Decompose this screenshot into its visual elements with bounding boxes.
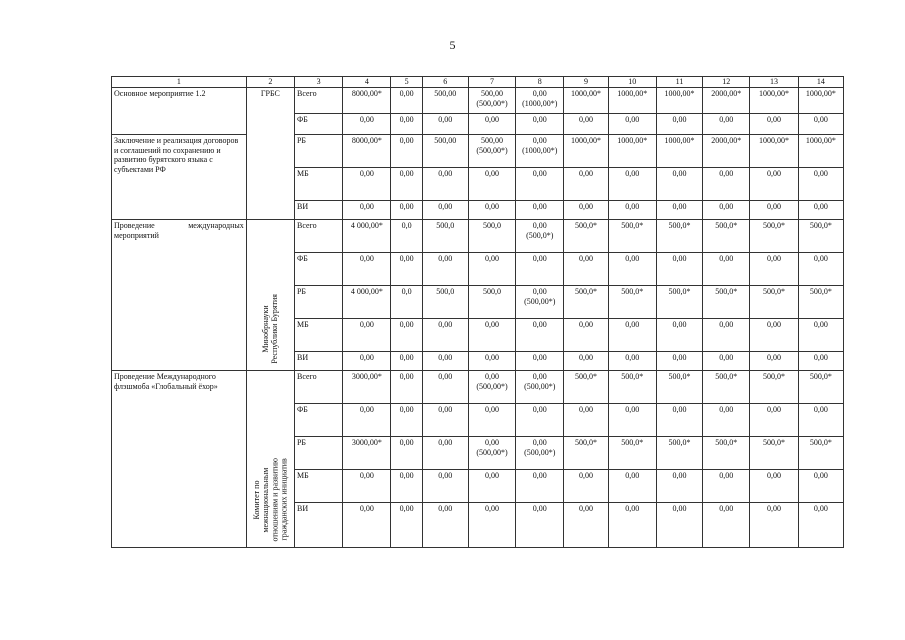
activity-title: Проведение Международного флэшмоба «Глобальный ёхор»	[112, 371, 247, 548]
value-cell: 0,00	[422, 253, 468, 286]
value-cell: 0,00	[656, 319, 702, 352]
value-cell: 500,0*	[798, 371, 843, 404]
value-cell: 0,00	[564, 253, 608, 286]
value-cell: 0,00 (500,00*)	[516, 286, 564, 319]
value-cell: 0,00	[516, 503, 564, 548]
header-cell: 7	[468, 77, 515, 88]
value-cell: 500,0*	[656, 220, 702, 253]
value-cell: 3000,00*	[343, 437, 391, 470]
value-cell: 0,00	[564, 319, 608, 352]
value-cell: 0,00	[703, 253, 750, 286]
funding-source: Всего	[294, 371, 342, 404]
value-cell: 500,0*	[608, 220, 656, 253]
value-cell: 0,00	[656, 114, 702, 135]
value-cell: 0,00	[343, 470, 391, 503]
value-cell: 500,0	[468, 220, 515, 253]
value-cell: 0,00	[750, 168, 798, 201]
value-cell: 0,00	[391, 470, 422, 503]
value-cell: 0,00	[608, 201, 656, 220]
grbs-cell	[246, 220, 294, 371]
value-cell: 0,00	[750, 253, 798, 286]
value-cell: 0,00	[391, 114, 422, 135]
value-cell: 0,00	[343, 201, 391, 220]
value-cell: 0,00	[391, 253, 422, 286]
value-cell: 0,00	[516, 352, 564, 371]
header-cell: 6	[422, 77, 468, 88]
value-cell: 0,00	[656, 253, 702, 286]
value-cell: 0,00	[468, 168, 515, 201]
header-cell: 11	[656, 77, 702, 88]
value-cell: 0,00	[798, 253, 843, 286]
value-cell: 0,00	[422, 114, 468, 135]
value-cell: 0,00	[564, 503, 608, 548]
value-cell: 500,0*	[750, 286, 798, 319]
value-cell: 0,00 (1000,00*)	[516, 88, 564, 114]
activity-title: Основное мероприятие 1.2	[112, 88, 247, 135]
value-cell: 0,00	[703, 503, 750, 548]
grbs-label: Комитет по межнациональным отношениям и развитию гражданских инициатив	[251, 457, 289, 541]
value-cell: 0,00	[750, 470, 798, 503]
value-cell: 0,00	[391, 352, 422, 371]
value-cell: 0,00	[750, 352, 798, 371]
value-cell: 0,00	[750, 319, 798, 352]
funding-source: ВИ	[294, 503, 342, 548]
value-cell: 0,00	[391, 201, 422, 220]
value-cell: 500,0*	[564, 286, 608, 319]
header-cell: 14	[798, 77, 843, 88]
value-cell: 0,00	[422, 201, 468, 220]
value-cell: 500,00 (500,00*)	[468, 135, 515, 168]
funding-source: МБ	[294, 470, 342, 503]
value-cell: 500,0*	[656, 437, 702, 470]
table-row	[112, 371, 844, 404]
value-cell: 500,0	[468, 286, 515, 319]
value-cell: 0,00	[750, 404, 798, 437]
value-cell: 1000,00*	[798, 88, 843, 114]
value-cell: 500,0*	[703, 371, 750, 404]
value-cell: 0,00	[422, 503, 468, 548]
header-cell: 2	[246, 77, 294, 88]
value-cell: 0,00	[391, 371, 422, 404]
value-cell: 0,00	[468, 114, 515, 135]
value-cell: 0,00	[703, 404, 750, 437]
value-cell: 1000,00*	[608, 88, 656, 114]
value-cell: 0,00	[798, 114, 843, 135]
funding-source: Всего	[294, 220, 342, 253]
header-cell: 9	[564, 77, 608, 88]
value-cell: 0,00	[656, 404, 702, 437]
value-cell: 1000,00*	[564, 135, 608, 168]
value-cell: 0,00	[343, 503, 391, 548]
value-cell: 500,0*	[564, 371, 608, 404]
value-cell: 0,00	[750, 503, 798, 548]
value-cell: 500,0*	[564, 220, 608, 253]
value-cell: 0,00 (500,00*)	[468, 371, 515, 404]
value-cell: 0,00	[343, 352, 391, 371]
value-cell: 2000,00*	[703, 88, 750, 114]
value-cell: 0,00	[516, 114, 564, 135]
value-cell: 500,0*	[703, 437, 750, 470]
value-cell: 500,0*	[608, 437, 656, 470]
value-cell: 0,00	[656, 352, 702, 371]
value-cell: 500,0*	[703, 286, 750, 319]
value-cell: 8000,00*	[343, 88, 391, 114]
value-cell: 0,00	[608, 114, 656, 135]
value-cell: 0,00	[422, 371, 468, 404]
value-cell: 0,00	[798, 168, 843, 201]
funding-source: ФБ	[294, 404, 342, 437]
value-cell: 0,00	[468, 352, 515, 371]
value-cell: 0,00	[564, 352, 608, 371]
funding-source: МБ	[294, 319, 342, 352]
grbs-label: Минобрнауки Республики Бурятия	[261, 294, 280, 364]
value-cell: 0,00	[703, 470, 750, 503]
value-cell: 0,00	[703, 168, 750, 201]
value-cell: 0,00	[516, 470, 564, 503]
page-number: 5	[449, 38, 456, 52]
value-cell: 0,00	[656, 168, 702, 201]
funding-source: ФБ	[294, 253, 342, 286]
value-cell: 500,0*	[750, 220, 798, 253]
value-cell: 0,00	[468, 470, 515, 503]
budget-table-body	[112, 77, 844, 548]
value-cell: 1000,00*	[750, 135, 798, 168]
value-cell: 0,00	[516, 168, 564, 201]
header-cell: 1	[112, 77, 247, 88]
value-cell: 0,0	[391, 286, 422, 319]
value-cell: 500,0*	[656, 286, 702, 319]
value-cell: 0,00	[703, 114, 750, 135]
value-cell: 0,00	[798, 404, 843, 437]
value-cell: 500,0	[422, 220, 468, 253]
funding-source: РБ	[294, 135, 342, 168]
value-cell: 0,00	[343, 253, 391, 286]
value-cell: 0,00	[656, 201, 702, 220]
table-row	[112, 220, 844, 253]
value-cell: 0,00	[468, 503, 515, 548]
value-cell: 0,00	[391, 404, 422, 437]
value-cell: 0,00	[516, 253, 564, 286]
table-row	[112, 88, 844, 114]
value-cell: 0,00 (500,00*)	[516, 371, 564, 404]
value-cell: 8000,00*	[343, 135, 391, 168]
value-cell: 0,00	[750, 201, 798, 220]
value-cell: 500,0*	[656, 371, 702, 404]
value-cell: 1000,00*	[656, 135, 702, 168]
value-cell: 0,00	[798, 470, 843, 503]
value-cell: 0,00	[391, 135, 422, 168]
value-cell: 0,00	[422, 470, 468, 503]
value-cell: 4 000,00*	[343, 220, 391, 253]
value-cell: 0,00	[422, 168, 468, 201]
value-cell: 0,00	[750, 114, 798, 135]
value-cell: 500,0*	[798, 437, 843, 470]
value-cell: 0,00	[798, 319, 843, 352]
value-cell: 0,00 (500,0*)	[516, 220, 564, 253]
value-cell: 0,00	[608, 168, 656, 201]
value-cell: 0,00	[468, 253, 515, 286]
funding-source: ВИ	[294, 352, 342, 371]
value-cell: 0,00	[564, 168, 608, 201]
value-cell: 0,00	[656, 503, 702, 548]
value-cell: 0,00	[343, 319, 391, 352]
value-cell: 1000,00*	[798, 135, 843, 168]
value-cell: 0,00	[608, 503, 656, 548]
header-cell: 12	[703, 77, 750, 88]
value-cell: 0,00	[468, 201, 515, 220]
value-cell: 0,00	[391, 88, 422, 114]
value-cell: 1000,00*	[564, 88, 608, 114]
value-cell: 500,0*	[798, 286, 843, 319]
header-row	[112, 77, 844, 88]
value-cell: 1000,00*	[656, 88, 702, 114]
value-cell: 0,00	[391, 168, 422, 201]
value-cell: 500,0*	[798, 220, 843, 253]
value-cell: 4 000,00*	[343, 286, 391, 319]
funding-source: РБ	[294, 286, 342, 319]
value-cell: 0,00	[798, 201, 843, 220]
value-cell: 0,00	[468, 319, 515, 352]
activity-subtitle: Заключение и реализация договоров и соглашений по сохранению и развитию бурятского языка с субъектами РФ	[112, 135, 247, 220]
funding-source: ВИ	[294, 201, 342, 220]
value-cell: 0,0	[391, 220, 422, 253]
header-cell: 3	[294, 77, 342, 88]
value-cell: 0,00	[343, 114, 391, 135]
budget-table	[111, 76, 844, 548]
value-cell: 0,00	[608, 253, 656, 286]
value-cell: 0,00	[656, 470, 702, 503]
table-row	[112, 135, 844, 168]
value-cell: 0,00	[564, 404, 608, 437]
value-cell: 500,0*	[703, 220, 750, 253]
funding-source: ФБ	[294, 114, 342, 135]
value-cell: 0,00	[343, 168, 391, 201]
value-cell: 0,00	[422, 404, 468, 437]
value-cell: 0,00	[703, 319, 750, 352]
value-cell: 0,00	[422, 319, 468, 352]
value-cell: 0,00	[564, 201, 608, 220]
value-cell: 0,00	[468, 404, 515, 437]
funding-source: Всего	[294, 88, 342, 114]
header-cell: 4	[343, 77, 391, 88]
value-cell: 0,00 (500,00*)	[468, 437, 515, 470]
funding-source: РБ	[294, 437, 342, 470]
header-cell: 5	[391, 77, 422, 88]
value-cell: 0,00	[798, 503, 843, 548]
value-cell: 0,00	[391, 319, 422, 352]
value-cell: 0,00 (500,00*)	[516, 437, 564, 470]
value-cell: 0,00	[703, 201, 750, 220]
value-cell: 500,0*	[608, 371, 656, 404]
value-cell: 0,00	[422, 352, 468, 371]
value-cell: 500,0*	[750, 437, 798, 470]
funding-source: МБ	[294, 168, 342, 201]
value-cell: 0,00	[608, 404, 656, 437]
header-cell: 13	[750, 77, 798, 88]
value-cell: 0,00	[608, 352, 656, 371]
value-cell: 1000,00*	[750, 88, 798, 114]
value-cell: 0,00	[343, 404, 391, 437]
value-cell: 0,00	[798, 352, 843, 371]
grbs-cell: ГРБС	[246, 88, 294, 220]
value-cell: 0,00	[608, 470, 656, 503]
value-cell: 500,00	[422, 135, 468, 168]
value-cell: 2000,00*	[703, 135, 750, 168]
value-cell: 500,00 (500,00*)	[468, 88, 515, 114]
header-cell: 10	[608, 77, 656, 88]
grbs-cell	[246, 371, 294, 548]
activity-title: Проведение международных мероприятий	[112, 220, 247, 371]
value-cell: 500,0*	[608, 286, 656, 319]
value-cell: 3000,00*	[343, 371, 391, 404]
header-cell: 8	[516, 77, 564, 88]
value-cell: 0,00	[516, 201, 564, 220]
value-cell: 0,00	[516, 404, 564, 437]
value-cell: 0,00	[391, 437, 422, 470]
value-cell: 0,00	[564, 114, 608, 135]
value-cell: 0,00	[703, 352, 750, 371]
value-cell: 0,00 (1000,00*)	[516, 135, 564, 168]
value-cell: 1000,00*	[608, 135, 656, 168]
value-cell: 0,00	[391, 503, 422, 548]
value-cell: 0,00	[516, 319, 564, 352]
value-cell: 500,0*	[750, 371, 798, 404]
value-cell: 500,00	[422, 88, 468, 114]
value-cell: 0,00	[564, 470, 608, 503]
value-cell: 500,0*	[564, 437, 608, 470]
value-cell: 0,00	[422, 437, 468, 470]
value-cell: 0,00	[608, 319, 656, 352]
value-cell: 500,0	[422, 286, 468, 319]
